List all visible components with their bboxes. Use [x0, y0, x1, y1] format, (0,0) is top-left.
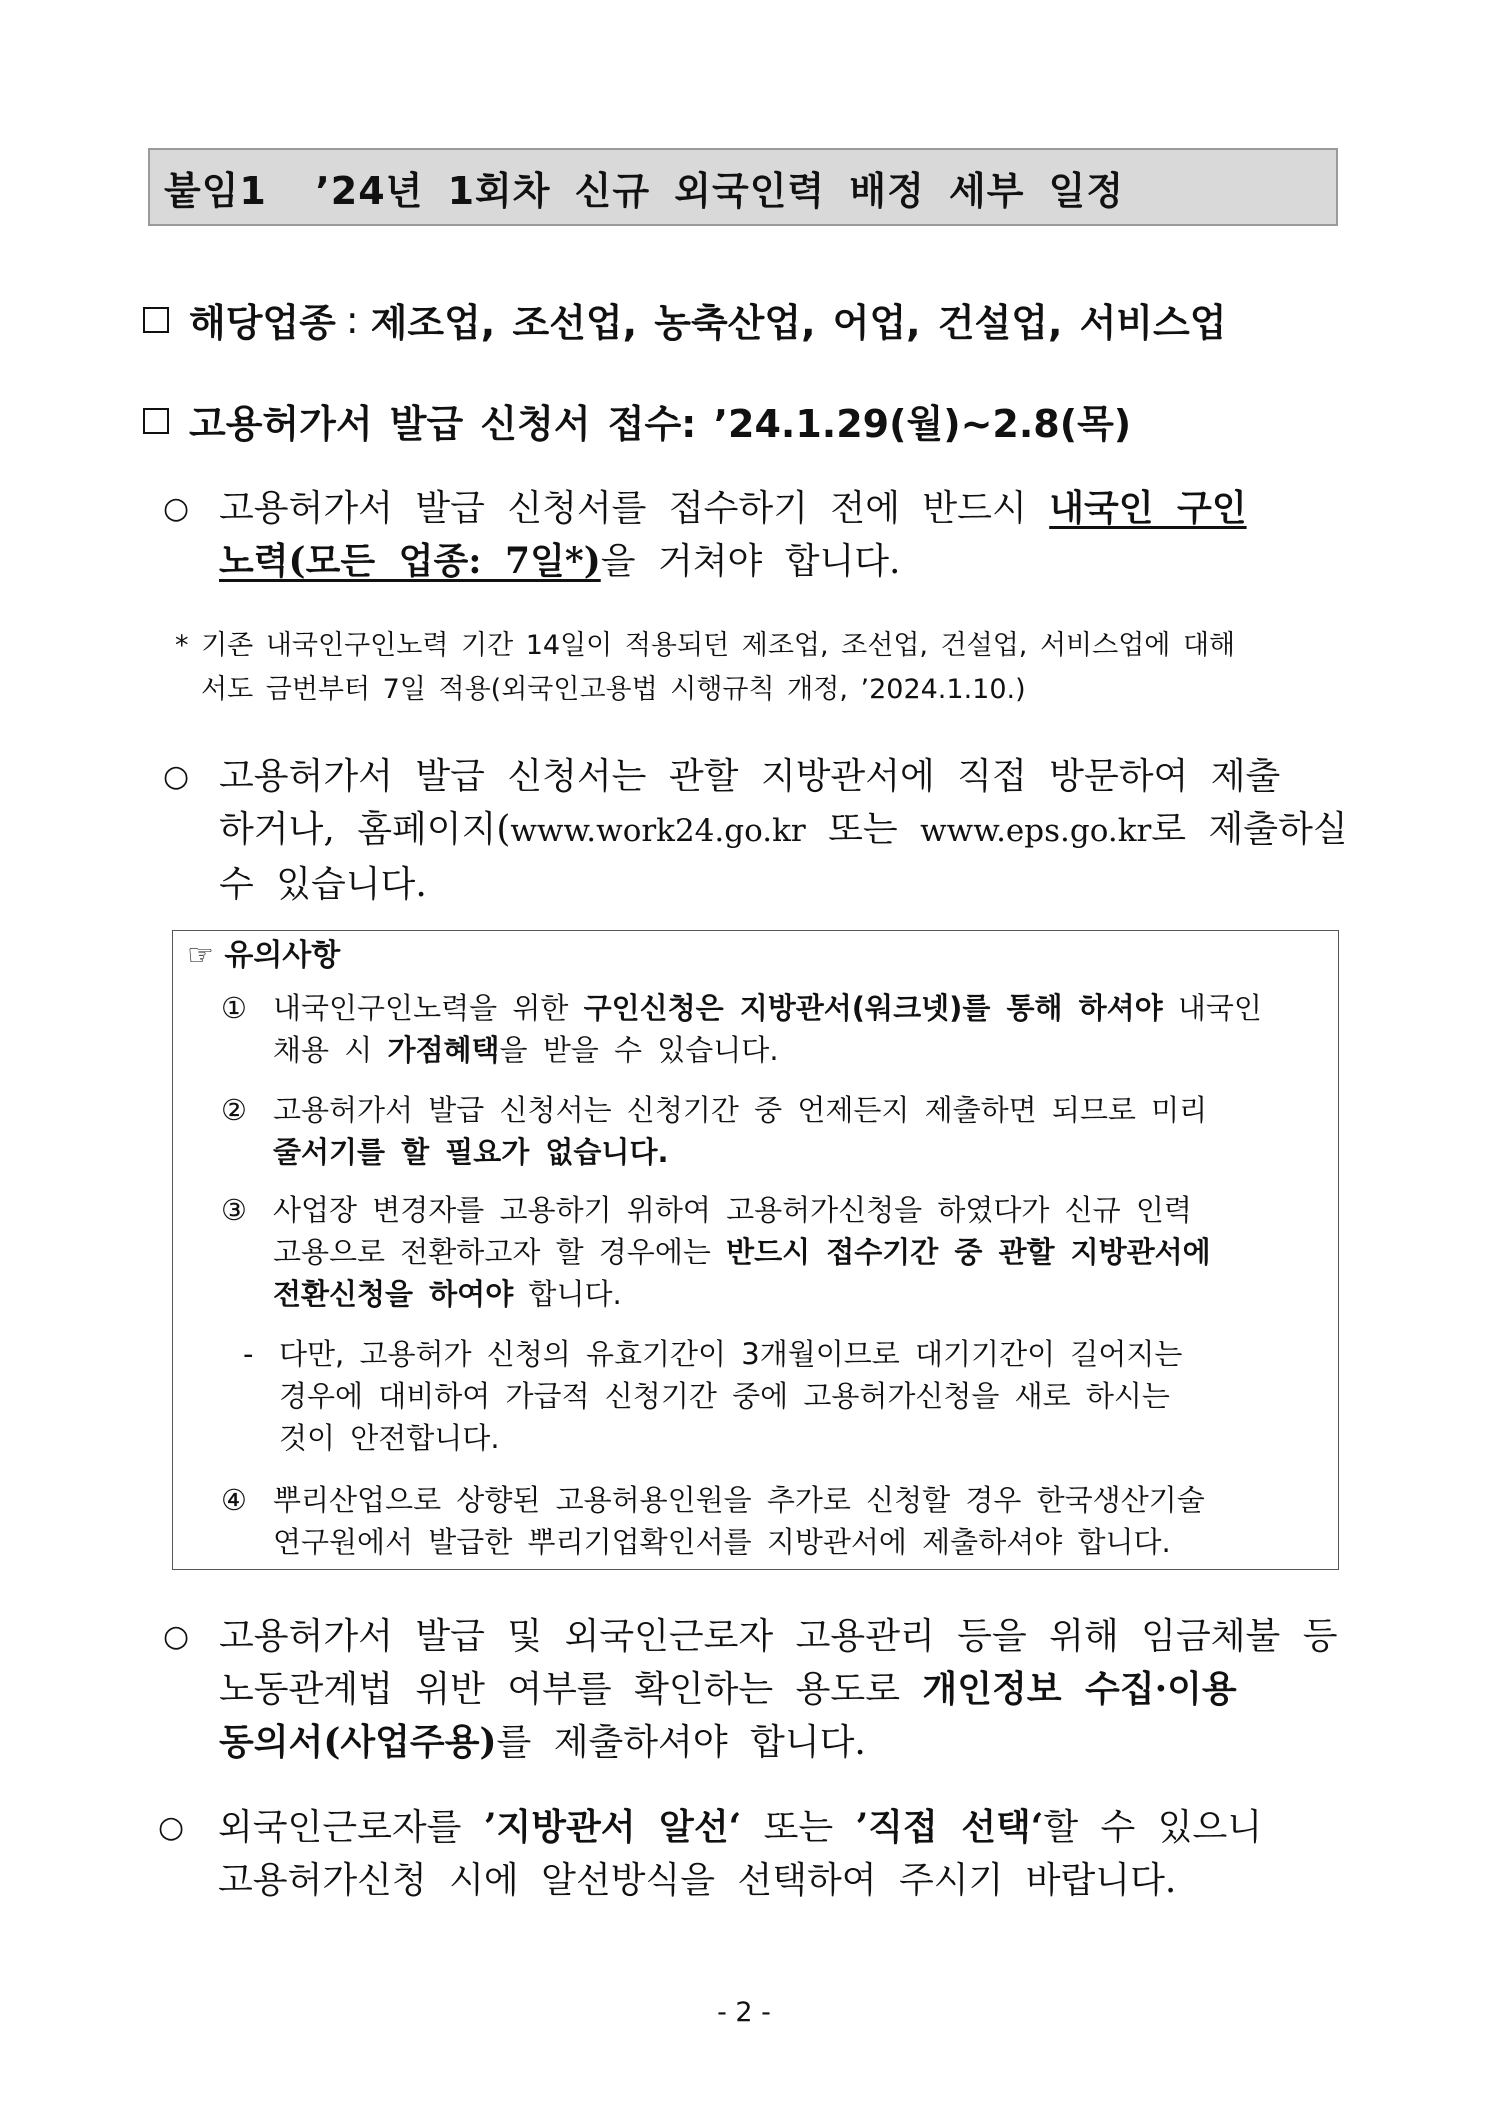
- caution-item-1: [221, 987, 1311, 1071]
- subnote-text: 것이 안전합니다.: [279, 1421, 500, 1455]
- bullet-emphasis: 내국인 구인: [1049, 487, 1247, 529]
- bullet-emphasis: 노력(모든 업종: 7일*): [219, 540, 601, 582]
- checkbox-square-icon: [143, 408, 169, 434]
- bullet-text: 로 제출하실: [1151, 809, 1348, 850]
- item-number: ④: [221, 1483, 247, 1517]
- item-text: 사업장 변경자를 고용하기 위하여 고용허가신청을 하였다가 신규 인력: [273, 1193, 1192, 1227]
- title-text: 붙임1 ’24년 1회차 신규 외국인력 배정 세부 일정: [164, 168, 1125, 213]
- item-text: 내국인: [1162, 991, 1262, 1025]
- item-emphasis: 구인신청은 지방관서(워크넷)를 통해 하셔야: [583, 991, 1163, 1025]
- circle-bullet-icon: ○: [158, 1810, 185, 1845]
- bullet-text: 고용허가서 발급 신청서를 접수하기 전에 반드시: [219, 488, 1050, 529]
- item-text: 연구원에서 발급한 뿌리기업확인서를 지방관서에 제출하셔야 합니다.: [273, 1525, 1171, 1559]
- item-text: 내국인구인노력을 위한: [273, 991, 584, 1025]
- bullet-text: 를 제출하셔야 합니다.: [496, 1722, 866, 1763]
- item-text: 고용으로 전환하고자 할 경우에는: [273, 1235, 727, 1269]
- subnote-text: 다만, 고용허가 신청의 유효기간이 3개월이므로 대기기간이 길어지는: [279, 1337, 1183, 1371]
- page-title: [148, 148, 1338, 226]
- footnote-line: 서도 금번부터 7일 적용(외국인고용법 시행규칙 개정, ’2024.1.10.): [201, 674, 1026, 705]
- caution-subnote: [243, 1333, 1313, 1459]
- bullet-emphasis: 동의서(사업주용): [219, 1721, 497, 1763]
- page-number: - 2 -: [717, 1997, 771, 2028]
- bullet-text: 고용허가서 발급 신청서는 관할 지방관서에 직접 방문하여 제출: [219, 756, 1281, 797]
- industries-separator: :: [345, 297, 359, 342]
- caution-item-3: [221, 1189, 1311, 1315]
- circle-bullet-icon: ○: [163, 491, 190, 526]
- bullet-text: 노동관계법 위반 여부를 확인하는 용도로: [219, 1669, 923, 1710]
- bullet-text: 할 수 있으니: [1043, 1807, 1263, 1848]
- bullet-submission-method: [163, 750, 1348, 911]
- caution-box: [172, 930, 1339, 1570]
- item-text: 고용허가서 발급 신청서는 신청기간 중 언제든지 제출하면 되므로 미리: [273, 1093, 1208, 1127]
- item-emphasis: 반드시 접수기간 중 관할 지방관서에: [726, 1235, 1211, 1269]
- footnote: [175, 624, 1340, 712]
- circle-bullet-icon: ○: [163, 1619, 190, 1654]
- item-emphasis: 전환신청을 하여야: [273, 1277, 514, 1311]
- bullet-text: 고용허가서 발급 및 외국인근로자 고용관리 등을 위해 임금체불 등: [219, 1616, 1338, 1657]
- circle-bullet-icon: ○: [163, 759, 190, 794]
- subnote-text: 경우에 대비하여 가급적 신청기간 중에 고용허가신청을 새로 하시는: [279, 1379, 1170, 1413]
- bullet-text: 또는: [741, 1807, 856, 1848]
- item-text: 합니다.: [513, 1277, 622, 1311]
- bullet-matching-method: [158, 1801, 1333, 1907]
- item-text: 뿌리산업으로 상향된 고용허용인원을 추가로 신청할 경우 한국생산기술: [273, 1483, 1205, 1517]
- industries-label: 해당업종: [189, 301, 336, 345]
- section-industries: [143, 292, 1226, 347]
- footnote-line: * 기존 내국인구인노력 기간 14일이 적용되던 제조업, 조선업, 건설업, 서비스업에 대해: [175, 630, 1236, 661]
- bullet-text: 하거나, 홈페이지(: [219, 809, 511, 850]
- checkbox-square-icon: [143, 307, 169, 333]
- bullet-text: 외국인근로자를: [218, 1807, 484, 1848]
- item-number: ②: [221, 1093, 247, 1127]
- bullet-text: 수 있습니다.: [219, 864, 427, 905]
- caution-item-2: [221, 1089, 1311, 1173]
- eps-link[interactable]: www.eps.go.kr: [920, 813, 1152, 849]
- bullet-privacy-consent: [163, 1610, 1338, 1769]
- item-number: ③: [221, 1193, 247, 1227]
- dash-marker: -: [243, 1337, 254, 1371]
- bullet-text: 또는: [805, 809, 921, 850]
- item-text: 을 받을 수 있습니다.: [499, 1033, 779, 1067]
- caution-title: ☞ 유의사항: [187, 938, 341, 973]
- application-title: 고용허가서 발급 신청서 접수: ’24.1.29(월)~2.8(목): [189, 402, 1132, 446]
- bullet-emphasis: 개인정보 수집·이용: [922, 1668, 1237, 1710]
- bullet-text: 고용허가신청 시에 알선방식을 선택하여 주시기 바랍니다.: [218, 1860, 1177, 1901]
- section-application-period: [143, 393, 1131, 448]
- bullet-emphasis: ’지방관서 알선‘: [483, 1806, 742, 1848]
- work24-link[interactable]: www.work24.go.kr: [510, 813, 806, 849]
- item-number: ①: [221, 991, 247, 1025]
- item-text: 채용 시: [273, 1033, 388, 1067]
- item-emphasis: 줄서기를 할 필요가 없습니다.: [273, 1135, 669, 1169]
- industries-value: 제조업, 조선업, 농축산업, 어업, 건설업, 서비스업: [370, 301, 1227, 345]
- caution-item-4: [221, 1479, 1311, 1563]
- bullet-domestic-recruitment: [163, 482, 1338, 588]
- bullet-text: 을 거쳐야 합니다.: [600, 541, 901, 582]
- bullet-emphasis: ’직접 선택‘: [855, 1806, 1044, 1848]
- item-emphasis: 가점혜택: [387, 1033, 500, 1067]
